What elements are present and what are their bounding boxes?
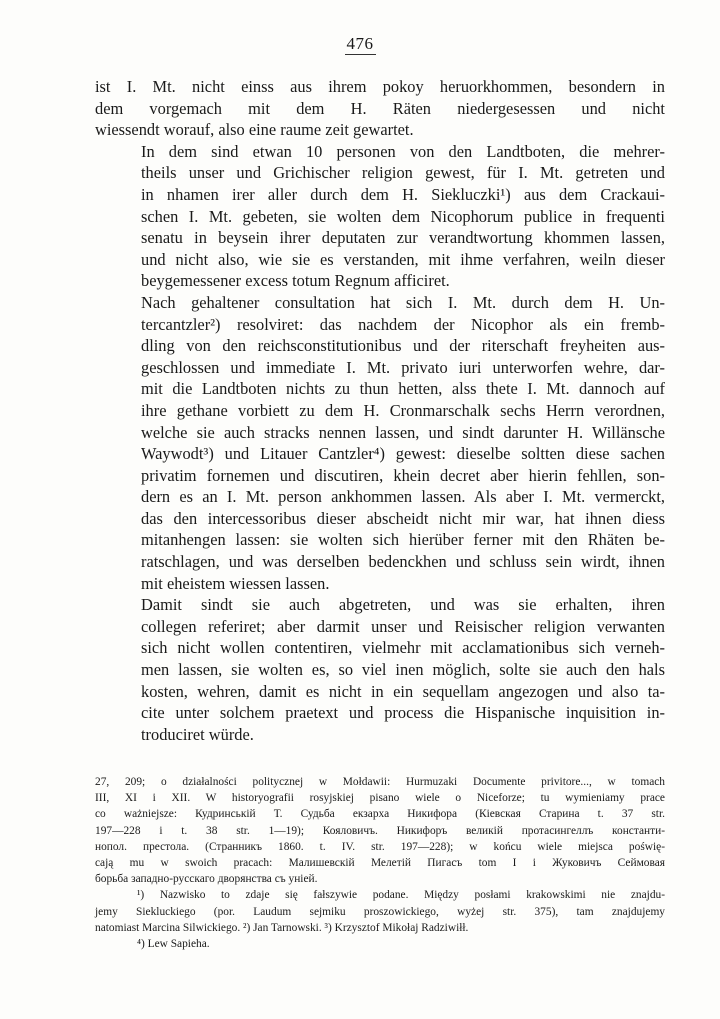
footnote-line: ¹) Nazwisko to zdaje się fałszywie podane. Między posłami krakowskimi nie znajdu-	[137, 889, 665, 902]
paragraph-1	[95, 76, 665, 141]
footnote-line: jemy Siekluckiego (por. Laudum sejmiku proszowickiego, wyżej str. 375), tam znajdujemy	[95, 905, 665, 918]
text-line: privatim fornemen und discutiren, khein decret aber hierin fehllen, son-	[141, 465, 665, 485]
text-line: kosten, wehren, damit es nicht in ein sequellam angezogen und also ta-	[141, 681, 665, 701]
footnote-line: cają mu w swoich pracach: Малишевскій Мелетій Пигасъ tom I i Жуковичъ Сеймовая	[95, 857, 665, 870]
text-line: geschlossen und immediate I. Mt. privato iuri unterworfen wehre, dar-	[141, 357, 665, 377]
text-line: Nach gehaltener consultation hat sich I. Mt. durch dem H. Un-	[141, 292, 665, 312]
text-line: troduciret würde.	[141, 724, 254, 744]
paragraph-4	[95, 594, 665, 745]
text-line: Waywodt³) und Litauer Cantzler⁴) gewest: dieselbe soltten diese sachen	[141, 444, 665, 464]
text-line: in nhamen irer aller durch dem H. Siekluczki¹) aus dem Crackaui-	[141, 184, 665, 204]
text-line: welche sie auch stracks nennen lassen, und sindt darunter H. Willänsche	[141, 422, 665, 442]
text-line: men lassen, sie wolten es, so viel inen möglich, solte sie auch den hals	[141, 660, 665, 680]
text-line: und nicht also, wie sie es verstanden, mit ihme verfahren, weiln dieser	[141, 249, 665, 269]
text-line: tercantzler²) resolviret: das nachdem der Nicophor als ein fremb-	[141, 314, 665, 334]
footnote-line: III, XI i XII. W historyografii rosyjskiej pisano wiele o Niceforze; tu wymieniamy prace	[95, 792, 665, 805]
text-line: das den intercessoribus dieser abscheidt nicht mir war, hat ihnen diess	[141, 508, 665, 528]
text-line: senatu in beysein ihrer deputaten zur verandtwortung khommen lassen,	[141, 228, 665, 248]
footnote-line: 197—228 i t. 38 str. 1—19); Кояловичъ. Никифоръ великій протасингеллъ константи-	[95, 824, 665, 837]
text-line: ist I. Mt. nicht einss aus ihrem pokoy heruorkhommen, besondern in	[95, 77, 665, 96]
page-number	[0, 34, 720, 55]
text-line: mit die Landtboten nichts zu thun hetten, alss thete I. Mt. dannoch auf	[141, 379, 665, 399]
text-line: collegen referiret; aber darmit unser und Reisischer religion verwanten	[141, 616, 665, 636]
text-line: mitanhengen lassen: sie wolten sich hierüber ferner mit den Rhäten be-	[141, 530, 665, 550]
text-line: sich nicht wollen contentiren, vielmehr mit acclamationibus sich verneh-	[141, 638, 665, 658]
paragraph-2	[95, 141, 665, 292]
footnote-line: борьба западно-русскаго дворянства съ уніей.	[95, 873, 318, 886]
text-line: dem vorgemach mit dem H. Räten niedergesessen und nicht	[95, 98, 665, 118]
text-line: dern es an I. Mt. person ankhommen lassen. Als aber I. Mt. vermerckt,	[141, 487, 665, 507]
text-line: theils unser und Grichischer religion gewest, für I. Mt. getreten und	[141, 163, 665, 183]
text-line: Damit sindt sie auch abgetreten, und was sie erhalten, ihren	[141, 595, 665, 615]
footnote-line: natomiast Marcina Silwickiego. ²) Jan Tarnowski. ³) Krzysztof Mikołaj Radziwiłł.	[95, 921, 469, 934]
footnote-line: ⁴) Lew Sapieha.	[137, 938, 210, 951]
text-line: dling von den reichsconstitutionibus und der riterschaft freyheiten aus-	[141, 336, 665, 356]
main-text	[95, 76, 665, 745]
text-line: In dem sind etwan 10 personen von den Landtboten, die mehrer-	[141, 141, 665, 161]
footnotes	[95, 774, 665, 952]
text-line: mit eheistem wiessen lassen.	[141, 573, 330, 593]
text-line: wiessendt worauf, also eine raume zeit gewartet.	[95, 120, 414, 140]
footnote-line: 27, 209; o działalności politycznej w Mołdawii: Hurmuzaki Documente privitore..., w tomach	[95, 776, 665, 788]
paragraph-3	[95, 292, 665, 594]
footnote-line: co ważniejsze: Кудринській Т. Судьба екзарха Никифора (Кіевская Старина t. 37 str.	[95, 808, 665, 821]
text-line: cite unter solchem praetext und process die Hispanische inquisition in-	[141, 703, 665, 723]
footnote-line: нопол. престола. (Странникъ 1860. t. IV. str. 197—228); w końcu wiele miejsca poświę-	[95, 840, 665, 853]
text-line: ihre gethane vorbiett zu dem H. Cronmarschalk sechs Herrn verordnen,	[141, 400, 665, 420]
text-line: schen I. Mt. gebeten, sie wolten dem Nicophorum publice in frequenti	[141, 206, 665, 226]
text-line: ratschlagen, und was derselben bedenckhen und schluss sein wirdt, ihnen	[141, 552, 665, 572]
page-number-text: 476	[346, 34, 374, 53]
text-line: beygemessener excess totum Regnum afficiret.	[141, 271, 450, 291]
